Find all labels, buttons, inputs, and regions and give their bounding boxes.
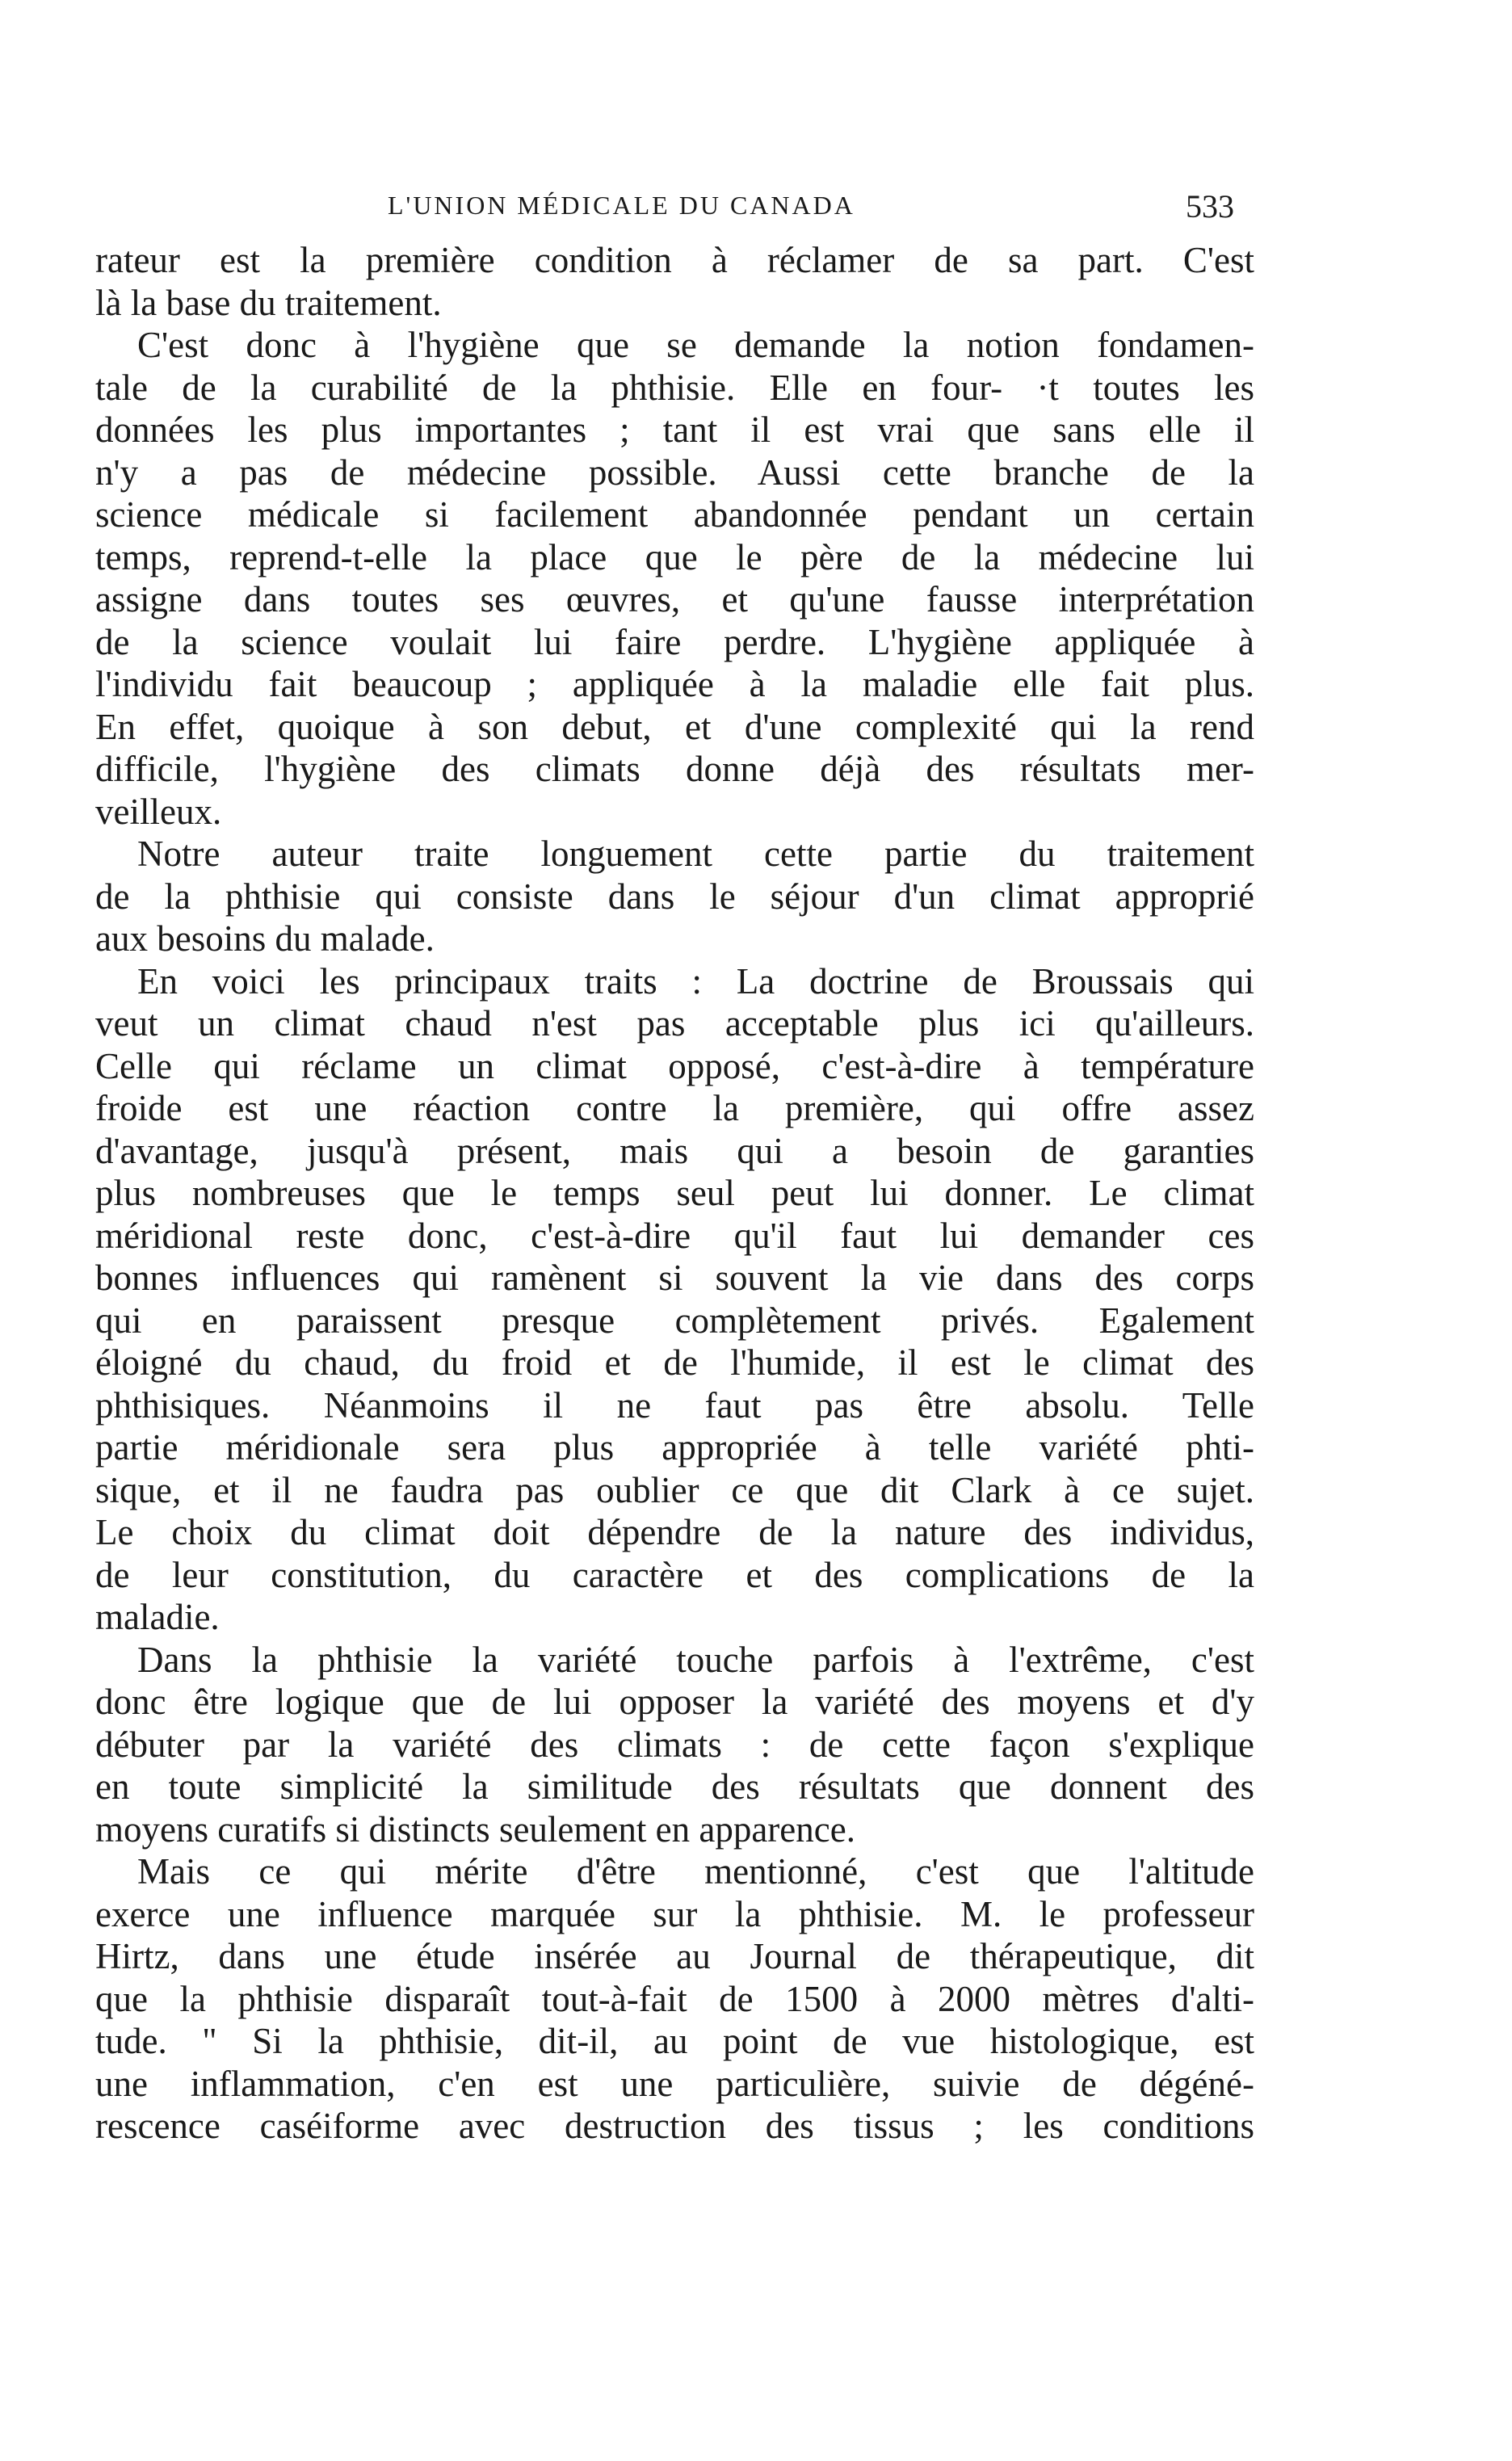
- paragraph: [95, 239, 1254, 324]
- paragraph: [95, 1850, 1254, 2148]
- text-line: rateur est la première condition à réclamer de sa part. C'est: [95, 240, 1254, 280]
- text-line: veut un climat chaud n'est pas acceptable plus ici qu'ailleurs.: [95, 1003, 1254, 1044]
- text-line: En effet, quoique à son debut, et d'une complexité qui la rend: [95, 706, 1254, 747]
- text-line: tale de la curabilité de la phthisie. Elle en four- ·t toutes les: [95, 367, 1254, 408]
- text-line: données les plus importantes ; tant il est vrai que sans elle il: [95, 409, 1254, 450]
- text-line: d'avantage, jusqu'à présent, mais qui a besoin de garanties: [95, 1130, 1254, 1171]
- text-line: aux besoins du malade.: [95, 918, 435, 959]
- text-line: que la phthisie disparaît tout-à-fait de 1500 à 2000 mètres d'alti-: [95, 1978, 1254, 2019]
- text-line: Hirtz, dans une étude insérée au Journal de thérapeutique, dit: [95, 1936, 1254, 1976]
- text-line: qui en paraissent presque complètement privés. Egalement: [95, 1300, 1254, 1341]
- text-line: Celle qui réclame un climat opposé, c'est-à-dire à température: [95, 1045, 1254, 1086]
- text-line: débuter par la variété des climats : de cette façon s'explique: [95, 1724, 1254, 1765]
- body-text: [95, 239, 1254, 2148]
- text-line: Le choix du climat doit dépendre de la nature des individus,: [95, 1512, 1254, 1552]
- paragraph: [95, 833, 1254, 960]
- text-line: Mais ce qui mérite d'être mentionné, c'est que l'altitude: [137, 1851, 1254, 1892]
- text-line: de leur constitution, du caractère et des complications de la: [95, 1554, 1254, 1595]
- text-line: rescence caséiforme avec destruction des tissus ; les conditions: [95, 2106, 1254, 2146]
- text-line: difficile, l'hygiène des climats donne déjà des résultats mer-: [95, 749, 1254, 789]
- text-line: Notre auteur traite longuement cette partie du traitement: [137, 834, 1254, 874]
- paragraph: [95, 1639, 1254, 1851]
- text-line: Dans la phthisie la variété touche parfois à l'extrême, c'est: [137, 1639, 1254, 1680]
- text-line: maladie.: [95, 1597, 220, 1637]
- text-line: n'y a pas de médecine possible. Aussi cette branche de la: [95, 451, 1254, 493]
- text-line: en toute simplicité la similitude des résultats que donnent des: [95, 1766, 1254, 1807]
- text-line: froide est une réaction contre la première, qui offre assez: [95, 1088, 1254, 1128]
- text-line: sique, et il ne faudra pas oublier ce que dit Clark à ce sujet.: [95, 1469, 1254, 1510]
- text-line: temps, reprend-t-elle la place que le père de la médecine lui: [95, 536, 1254, 577]
- running-title: L'UNION MÉDICALE DU CANADA: [388, 191, 855, 220]
- text-line: méridional reste donc, c'est-à-dire qu'il faut lui demander ces: [95, 1215, 1254, 1256]
- page-number: 533: [1186, 188, 1234, 225]
- text-line: là la base du traitement.: [95, 282, 442, 323]
- text-line: l'individu fait beaucoup ; appliquée à la maladie elle fait plus.: [95, 664, 1254, 704]
- text-line: En voici les principaux traits : La doctrine de Broussais qui: [137, 960, 1254, 1002]
- text-line: C'est donc à l'hygiène que se demande la notion fondamen-: [137, 325, 1254, 365]
- paragraph: [95, 324, 1254, 833]
- text-line: éloigné du chaud, du froid et de l'humide, il est le climat des: [95, 1342, 1254, 1383]
- text-line: veilleux.: [95, 791, 222, 832]
- text-line: partie méridionale sera plus appropriée à telle variété phti-: [95, 1427, 1254, 1468]
- text-line: bonnes influences qui ramènent si souvent la vie dans des corps: [95, 1258, 1254, 1298]
- text-line: moyens curatifs si distincts seulement en apparence.: [95, 1808, 855, 1850]
- text-line: assigne dans toutes ses œuvres, et qu'une fausse interprétation: [95, 579, 1254, 619]
- text-line: tude. " Si la phthisie, dit-il, au point de vue histologique, est: [95, 2021, 1254, 2061]
- text-line: exerce une influence marquée sur la phthisie. M. le professeur: [95, 1893, 1254, 1934]
- text-line: de la science voulait lui faire perdre. L'hygiène appliquée à: [95, 621, 1254, 662]
- paragraph: [95, 960, 1254, 1639]
- text-line: science médicale si facilement abandonnée pendant un certain: [95, 494, 1254, 535]
- text-line: de la phthisie qui consiste dans le séjour d'un climat approprié: [95, 876, 1254, 917]
- text-line: donc être logique que de lui opposer la variété des moyens et d'y: [95, 1682, 1254, 1722]
- text-line: une inflammation, c'en est une particulière, suivie de dégéné-: [95, 2063, 1254, 2104]
- text-line: plus nombreuses que le temps seul peut lui donner. Le climat: [95, 1173, 1254, 1213]
- text-line: phthisiques. Néanmoins il ne faut pas être absolu. Telle: [95, 1384, 1254, 1426]
